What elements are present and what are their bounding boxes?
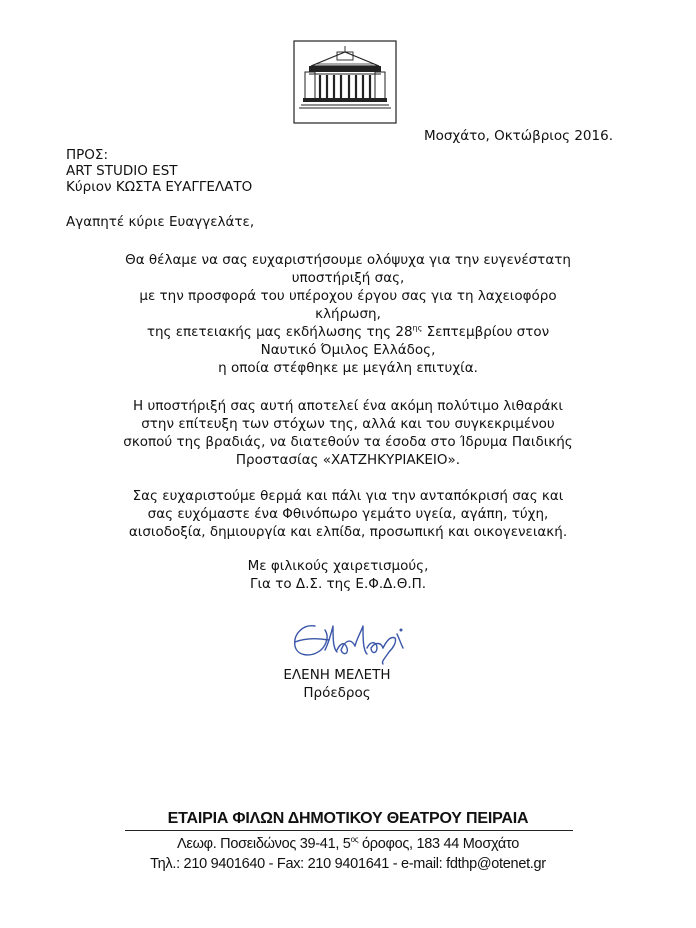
paragraph-line: Προστασίας «ΧΑΤΖΗΚΥΡΙΑΚΕΙΟ». (235, 452, 461, 468)
closing-block (0, 557, 696, 593)
signer-block (272, 666, 402, 702)
paragraph-line: στην επίτευξη των στόχων της, αλλά και του συγκεκριμένου (141, 416, 555, 432)
footer-address-start: Λεωφ. Ποσειδώνος 39-41, 5 (177, 836, 351, 852)
footer-address-end: όροφος, 183 44 Μοσχάτο (358, 836, 519, 852)
footer-divider (125, 830, 573, 831)
closing-on-behalf: Για το Δ.Σ. της Ε.Φ.Δ.Θ.Π. (249, 576, 427, 592)
footer-contact: Τηλ.: 210 9401640 - Fax: 210 9401641 - e-mail: fdthp@otenet.gr (150, 856, 546, 872)
event-date-text: της επετειακής μας εκδήλωσης της 28 (146, 324, 413, 340)
ordinal-suffix: ης (412, 323, 423, 333)
footer-organization: ΕΤΑΙΡΙΑ ΦΙΛΩΝ ΔΗΜΟΤΙΚΟΥ ΘΕΑΤΡΟΥ ΠΕΙΡΑΙΑ (167, 810, 529, 827)
recipient-block (66, 147, 252, 195)
recipient-company: ART STUDIO EST (66, 163, 178, 179)
event-date-text-end: Σεπτεμβρίου στον (422, 324, 550, 340)
paragraph-wishes (40, 487, 656, 541)
paragraph-line: αισιοδοξία, δημιουργία και ελπίδα, προσωπική και οικογενειακή. (128, 524, 568, 540)
paragraph-line: Ναυτικό Όμιλος Ελλάδος, (260, 342, 436, 358)
paragraph-line: Σας ευχαριστούμε θερμά και πάλι για την ανταπόκρισή σας και (132, 488, 564, 504)
paragraph-line: σκοπού της βραδιάς, να διατεθούν τα έσοδα στο Ίδρυμα Παιδικής (123, 434, 573, 450)
paragraph-line: υποστήριξή σας, (291, 270, 405, 286)
footer-address (0, 836, 696, 852)
paragraph-line: σας ευχόμαστε ένα Φθινόπωρο γεμάτο υγεία, αγάπη, τύχη, (147, 506, 549, 522)
closing-regards: Με φιλικούς χαιρετισμούς, (247, 558, 429, 574)
signer-title: Πρόεδρος (303, 685, 371, 701)
paragraph-line: κλήρωση, (315, 306, 381, 322)
paragraph-line (40, 323, 656, 341)
paragraph-line: με την προσφορά του υπέροχου έργου σας για τη λαχειοφόρο (139, 288, 557, 304)
paragraph-support (40, 397, 656, 469)
salutation: Αγαπητέ κύριε Ευαγγελάτε, (66, 214, 255, 230)
recipient-person: Κύριον ΚΩΣΤΑ ΕΥΑΓΓΕΛΑΤΟ (66, 179, 253, 195)
handwritten-signature (285, 612, 415, 668)
letter-date: Μοσχάτο, Οκτώβριος 2016. (423, 128, 613, 144)
paragraph-line: η οποία στέφθηκε με μεγάλη επιτυχία. (218, 360, 478, 376)
recipient-to-label: ΠΡΟΣ: (66, 147, 108, 163)
signer-name: ΕΛΕΝΗ ΜΕΛΕΤΗ (283, 667, 391, 683)
floor-ordinal-suffix: ος (350, 835, 359, 845)
paragraph-line: Η υποστήριξή σας αυτή αποτελεί ένα ακόμη πολύτιμο λιθαράκι (133, 398, 563, 414)
paragraph-thanks (40, 251, 656, 377)
paragraph-line: Θα θέλαμε να σας ευχαριστήσουμε ολόψυχα για την ευγενέστατη (125, 252, 571, 268)
theatre-building-icon (293, 40, 397, 124)
